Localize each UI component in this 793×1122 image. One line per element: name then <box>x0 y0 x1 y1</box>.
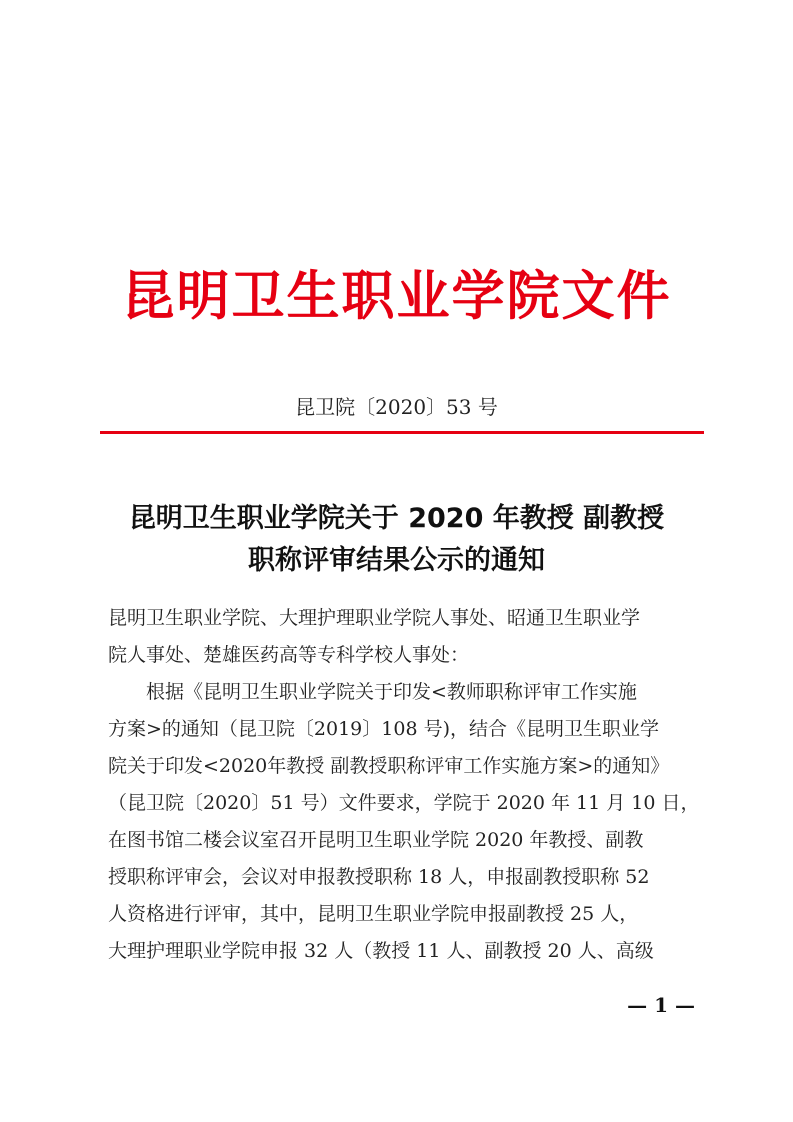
paragraph-line: 大理护理职业学院申报 32 人（教授 11 人、副教授 20 人、高级 <box>108 940 654 962</box>
red-separator-line <box>100 431 704 434</box>
addressee-line: 昆明卫生职业学院、大理护理职业学院人事处、昭通卫生职业学 <box>108 607 641 629</box>
document-number: 昆卫院〔2020〕53 号 <box>295 395 498 419</box>
paragraph-line: 授职称评审会，会议对申报教授职称 18 人，申报副教授职称 52 <box>108 866 650 888</box>
title-line-1: 昆明卫生职业学院关于 2020 年教授 副教授 <box>128 503 665 534</box>
paragraph-line: 院关于印发<2020年教授 副教授职称评审工作实施方案>的通知》 <box>108 755 670 777</box>
page-number: — 1 — <box>627 993 695 1017</box>
paragraph-line: 在图书馆二楼会议室召开昆明卫生职业学院 2020 年教授、副教 <box>108 829 644 851</box>
paragraph-line: 方案>的通知（昆卫院〔2019〕108 号)，结合《昆明卫生职业学 <box>108 718 659 740</box>
paragraph-line: 根据《昆明卫生职业学院关于印发<教师职称评审工作实施 <box>146 681 637 703</box>
paragraph-line: （昆卫院〔2020〕51 号）文件要求，学院于 2020 年 11 月 10 日， <box>108 792 700 814</box>
document-title <box>0 498 793 582</box>
document-body <box>108 600 698 970</box>
document-masthead: 昆明卫生职业学院文件 <box>121 266 672 327</box>
title-line-2: 职称评审结果公示的通知 <box>248 545 545 576</box>
addressee-line: 院人事处、楚雄医药高等专科学校人事处： <box>108 644 470 666</box>
paragraph-line: 人资格进行评审，其中，昆明卫生职业学院申报副教授 25 人， <box>108 903 639 925</box>
